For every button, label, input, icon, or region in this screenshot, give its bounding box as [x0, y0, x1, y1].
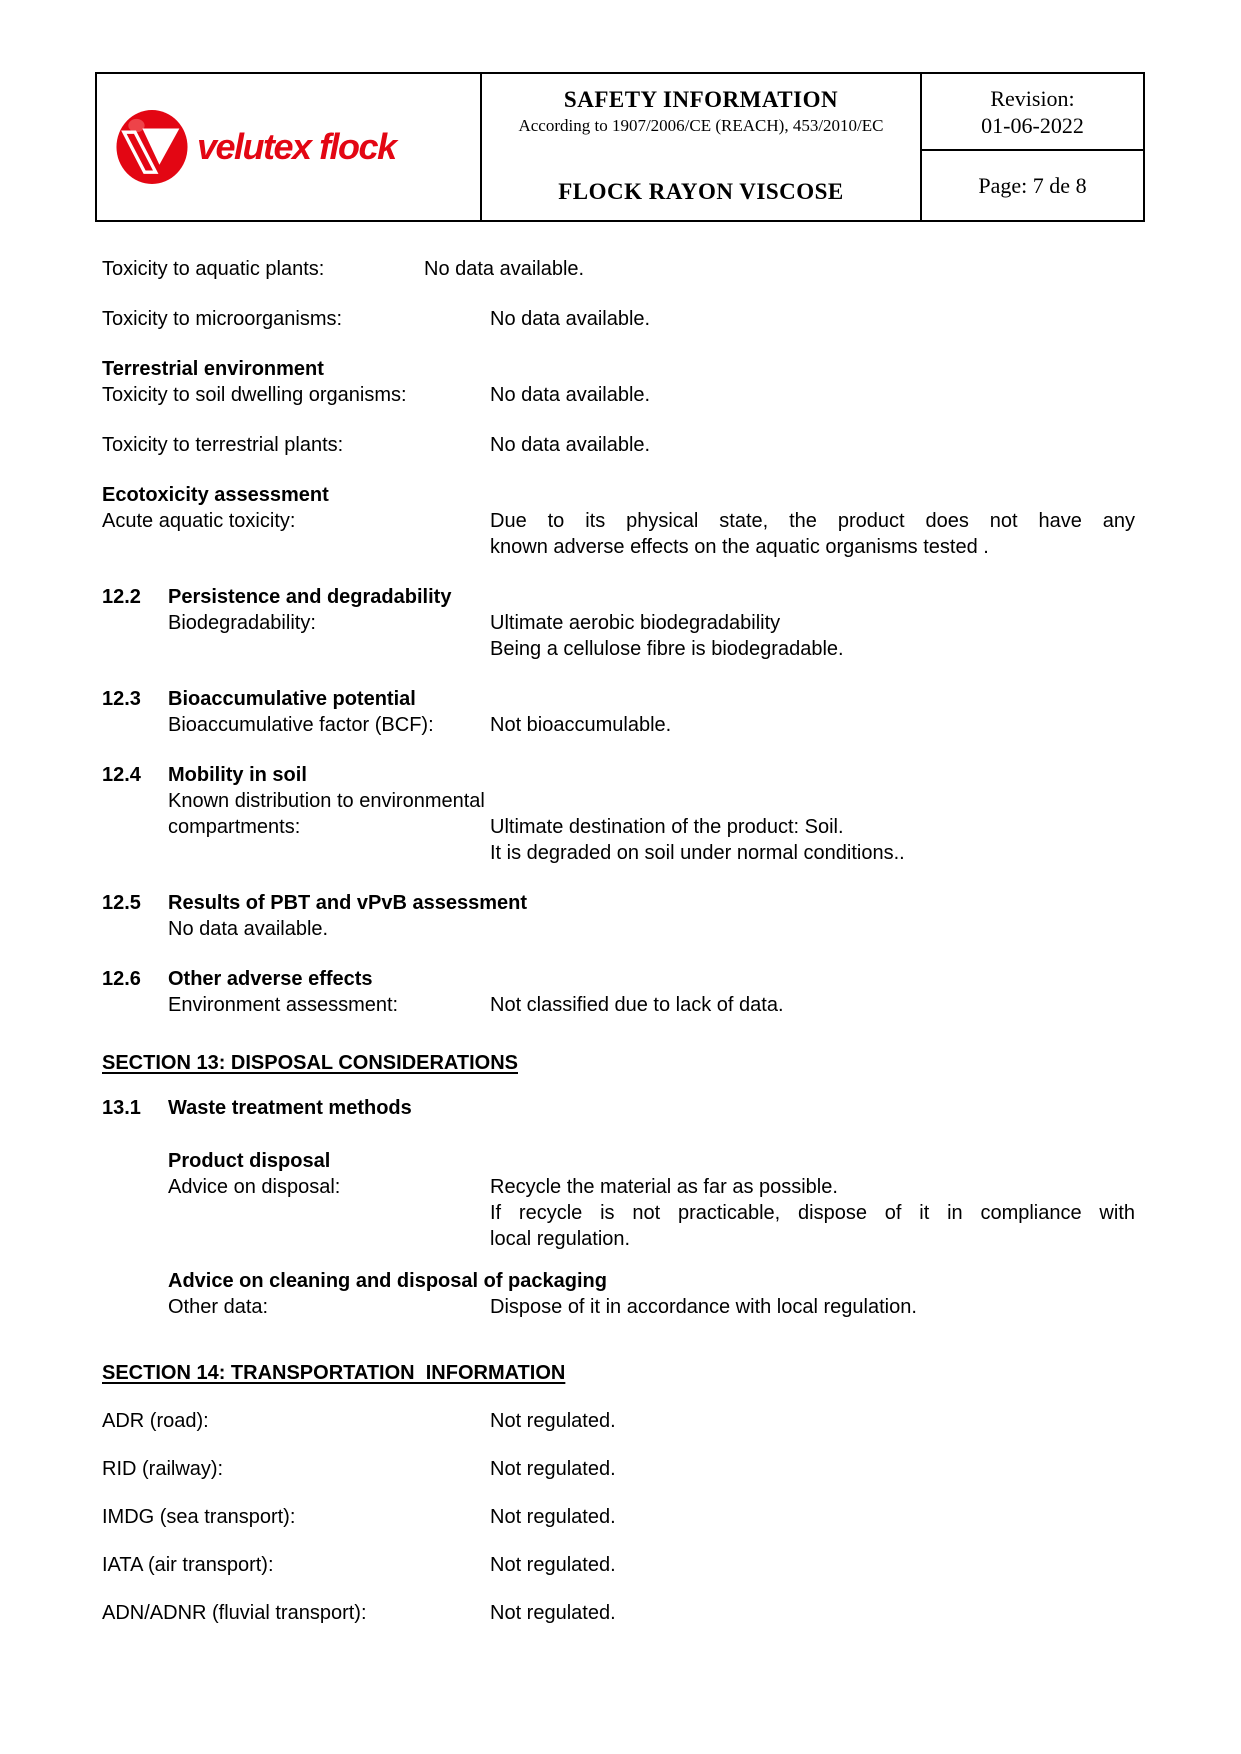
field-label: Toxicity to soil dwelling organisms:	[102, 384, 407, 406]
field-row	[102, 1456, 1135, 1482]
field-row	[102, 256, 1135, 282]
field-row	[168, 814, 1135, 866]
section-number: 12.6	[102, 968, 141, 990]
numbered-heading	[102, 762, 1135, 788]
field-label: Toxicity to terrestrial plants:	[102, 434, 344, 456]
field-label: Acute aquatic toxicity:	[102, 510, 296, 532]
field-value: No data available.	[490, 308, 651, 330]
section-title: Results of PBT and vPvB assessment	[168, 892, 528, 914]
field-value: No data available.	[424, 258, 585, 280]
field-label: Biodegradability:	[168, 612, 316, 634]
subsection-heading: Advice on cleaning and disposal of packaging	[168, 1270, 607, 1292]
field-value: Not bioaccumulable.	[490, 714, 672, 736]
header-meta-cell	[922, 74, 1143, 220]
field-row	[102, 1600, 1135, 1626]
section-title: Persistence and degradability	[168, 586, 452, 608]
field-value: Not regulated.	[490, 1602, 616, 1624]
field-value: No data available.	[490, 434, 651, 456]
field-row	[168, 610, 1135, 662]
section-title: Other adverse effects	[168, 968, 373, 990]
field-label: Bioaccumulative factor (BCF):	[168, 714, 434, 736]
field-label: Environment assessment:	[168, 994, 399, 1016]
section-title: Bioaccumulative potential	[168, 688, 416, 710]
numbered-heading	[102, 686, 1135, 712]
numbered-heading	[102, 584, 1135, 610]
section-title: Mobility in soil	[168, 764, 307, 786]
field-row	[102, 382, 1135, 408]
value-line: known adverse effects on the aquatic organisms tested .	[490, 536, 989, 558]
field-value: Not regulated.	[490, 1506, 616, 1528]
brand-text: velutex flock	[197, 126, 396, 167]
section-14-heading: SECTION 14: TRANSPORTATION INFORMATION	[102, 1362, 566, 1384]
field-label: Toxicity to microorganisms:	[102, 308, 343, 330]
value-line: Due to its physical state, the product does not have any	[490, 510, 1135, 532]
field-row	[102, 508, 1135, 560]
section-number: 12.2	[102, 586, 141, 608]
doc-title: SAFETY INFORMATION	[563, 87, 839, 112]
section-number: 12.3	[102, 688, 141, 710]
value-line: If recycle is not practicable, dispose of it in compliance with	[490, 1202, 1135, 1224]
field-label: IMDG (sea transport):	[102, 1506, 296, 1528]
field-row	[102, 1552, 1135, 1578]
field-label: Toxicity to aquatic plants:	[102, 258, 325, 280]
page-number: Page: 7 de 8	[978, 172, 1087, 198]
field-row	[168, 1174, 1135, 1252]
product-name: FLOCK RAYON VISCOSE	[558, 179, 844, 204]
field-row	[102, 1504, 1135, 1530]
revision-cell	[922, 74, 1143, 151]
field-label: RID (railway):	[102, 1458, 224, 1480]
section-number: 12.5	[102, 892, 141, 914]
field-row	[168, 992, 1135, 1018]
field-value	[490, 508, 1135, 560]
revision-date: 01-06-2022	[981, 112, 1084, 138]
field-value: Not regulated.	[490, 1410, 616, 1432]
section-number: 12.4	[102, 764, 141, 786]
field-value: Dispose of it in accordance with local regulation.	[490, 1296, 917, 1318]
numbered-heading	[102, 1095, 1135, 1121]
section-13-heading: SECTION 13: DISPOSAL CONSIDERATIONS	[102, 1052, 518, 1074]
field-label: Known distribution to environmental	[168, 790, 485, 812]
field-value	[490, 610, 1135, 662]
value-line: It is degraded on soil under normal conditions..	[490, 842, 905, 864]
subsection-heading: Ecotoxicity assessment	[102, 484, 329, 506]
field-row	[102, 432, 1135, 458]
value-line: Ultimate destination of the product: Soil.	[490, 816, 844, 838]
field-label: ADN/ADNR (fluvial transport):	[102, 1602, 367, 1624]
subsection-heading: Product disposal	[168, 1150, 331, 1172]
header-title-cell	[482, 74, 922, 220]
field-label: Advice on disposal:	[168, 1176, 341, 1198]
value-line: local regulation.	[490, 1228, 631, 1250]
field-row	[168, 1294, 1135, 1320]
field-value: Not regulated.	[490, 1458, 616, 1480]
field-value: Not regulated.	[490, 1554, 616, 1576]
revision-label: Revision:	[990, 85, 1075, 111]
field-label: compartments:	[168, 816, 301, 838]
field-row	[102, 1408, 1135, 1434]
field-row	[102, 306, 1135, 332]
value-line: Recycle the material as far as possible.	[490, 1176, 838, 1198]
field-value	[490, 814, 1135, 866]
doc-subtitle: According to 1907/2006/CE (REACH), 453/2010/EC	[518, 116, 884, 135]
numbered-heading	[102, 966, 1135, 992]
value-line: Being a cellulose fibre is biodegradable.	[490, 638, 844, 660]
field-row	[168, 712, 1135, 738]
field-label: Other data:	[168, 1296, 269, 1318]
brand-logo-icon	[115, 108, 189, 186]
field-value	[490, 1174, 1135, 1252]
numbered-heading	[102, 890, 1135, 916]
section-title: Waste treatment methods	[168, 1097, 412, 1119]
subsection-heading: Terrestrial environment	[102, 358, 324, 380]
field-value: Not classified due to lack of data.	[490, 994, 784, 1016]
field-value: No data available.	[490, 384, 651, 406]
section-number: 13.1	[102, 1097, 141, 1119]
field-label: IATA (air transport):	[102, 1554, 274, 1576]
field-value: No data available.	[168, 918, 329, 940]
header-logo-cell	[97, 74, 482, 220]
value-line: Ultimate aerobic biodegradability	[490, 612, 781, 634]
document-body	[102, 256, 1135, 1626]
header-table	[95, 72, 1145, 222]
field-label: ADR (road):	[102, 1410, 209, 1432]
